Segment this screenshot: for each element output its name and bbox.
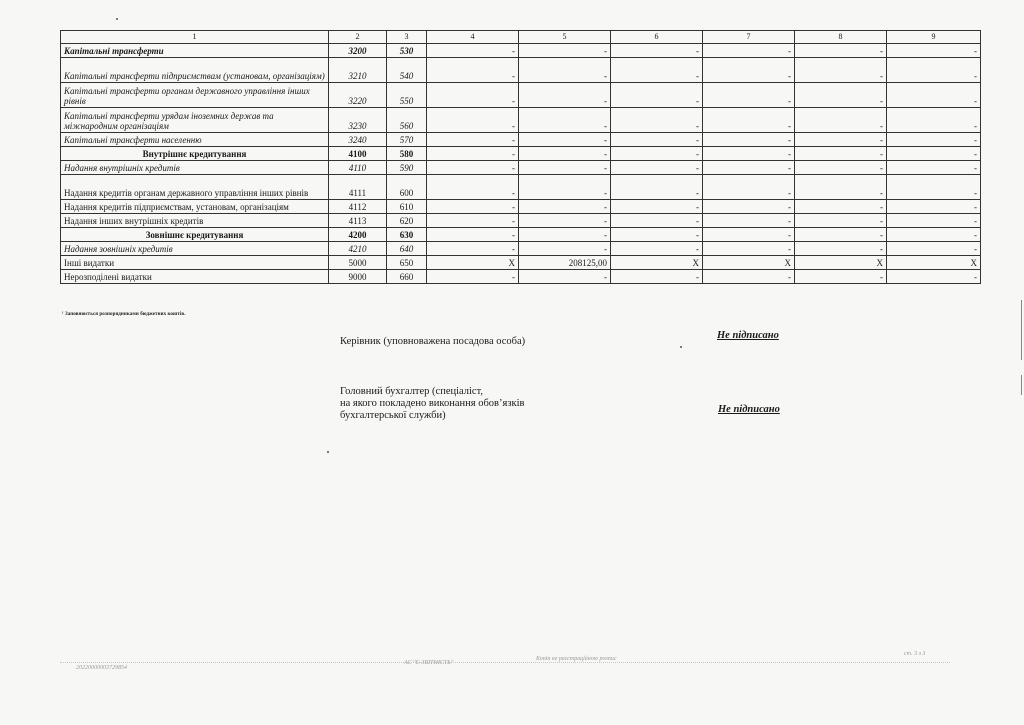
row-value: -	[887, 44, 981, 58]
table-row	[61, 108, 981, 133]
header-cell: 7	[703, 31, 795, 44]
row-code: 5000	[329, 256, 387, 270]
row-name: Інші видатки	[61, 256, 329, 270]
expenditure-table	[60, 30, 981, 284]
row-value: -	[427, 133, 519, 147]
row-line-code: 640	[387, 242, 427, 256]
row-line-code: 550	[387, 83, 427, 108]
table-row	[61, 228, 981, 242]
row-name: Надання зовнішніх кредитів	[61, 242, 329, 256]
row-value: -	[427, 214, 519, 228]
page-number: ст. 3 з 3	[904, 651, 926, 657]
row-line-code: 530	[387, 44, 427, 58]
row-value: -	[795, 83, 887, 108]
row-value: -	[795, 58, 887, 83]
row-line-code: 630	[387, 228, 427, 242]
row-value: -	[611, 242, 703, 256]
header-cell: 9	[887, 31, 981, 44]
row-name: Надання кредитів підприємствам, установам, організаціям	[61, 200, 329, 214]
row-value: -	[519, 44, 611, 58]
table-row	[61, 133, 981, 147]
row-value: -	[703, 44, 795, 58]
row-value: -	[519, 133, 611, 147]
row-value: -	[611, 83, 703, 108]
row-value: X	[703, 256, 795, 270]
row-line-code: 620	[387, 214, 427, 228]
row-value: -	[795, 108, 887, 133]
row-value: -	[427, 147, 519, 161]
row-value: -	[887, 108, 981, 133]
row-code: 3200	[329, 44, 387, 58]
scan-speck	[116, 18, 118, 20]
table-row	[61, 58, 981, 83]
accountant-signature-label-line3: бухгалтерської служби)	[340, 410, 446, 421]
row-name: Нерозподілені видатки	[61, 270, 329, 284]
row-value: -	[703, 133, 795, 147]
table-row	[61, 270, 981, 284]
row-name: Внутрішнє кредитування	[61, 147, 329, 161]
row-code: 3220	[329, 83, 387, 108]
row-value: -	[611, 133, 703, 147]
scan-edge-mark	[1021, 375, 1022, 395]
row-value: -	[887, 83, 981, 108]
table-row	[61, 44, 981, 58]
row-value: -	[887, 147, 981, 161]
header-cell: 2	[329, 31, 387, 44]
head-signature-label: Керівник (уповноважена посадова особа)	[340, 336, 526, 347]
scan-edge-mark	[1021, 300, 1022, 360]
row-code: 4113	[329, 214, 387, 228]
row-value: 208125,00	[519, 256, 611, 270]
row-value: X	[611, 256, 703, 270]
table-row	[61, 242, 981, 256]
row-value: -	[887, 228, 981, 242]
row-value: -	[519, 83, 611, 108]
row-value: -	[703, 228, 795, 242]
row-line-code: 660	[387, 270, 427, 284]
row-value: -	[427, 270, 519, 284]
row-code: 4110	[329, 161, 387, 175]
row-value: -	[519, 242, 611, 256]
row-value: -	[427, 175, 519, 200]
row-value: -	[703, 58, 795, 83]
footer-divider	[60, 662, 950, 663]
row-code: 3240	[329, 133, 387, 147]
table-footnote: ¹ Заповнюється розпорядниками бюджетних коштів.	[62, 312, 186, 317]
row-name: Зовнішнє кредитування	[61, 228, 329, 242]
row-line-code: 600	[387, 175, 427, 200]
row-value: -	[795, 161, 887, 175]
header-cell: 5	[519, 31, 611, 44]
row-value: -	[519, 214, 611, 228]
row-line-code: 540	[387, 58, 427, 83]
row-value: -	[795, 133, 887, 147]
row-value: -	[519, 58, 611, 83]
row-value: -	[703, 175, 795, 200]
row-name: Капітальні трансферти урядам іноземних держав та міжнародним організаціям	[61, 108, 329, 133]
row-line-code: 590	[387, 161, 427, 175]
row-line-code: 580	[387, 147, 427, 161]
row-value: -	[887, 200, 981, 214]
row-value: -	[795, 147, 887, 161]
table-row	[61, 161, 981, 175]
header-cell: 3	[387, 31, 427, 44]
row-value: -	[703, 161, 795, 175]
row-value: -	[611, 175, 703, 200]
row-code: 4111	[329, 175, 387, 200]
row-value: -	[519, 200, 611, 214]
row-name: Капітальні трансферти населенню	[61, 133, 329, 147]
row-value: -	[795, 175, 887, 200]
row-value: -	[703, 242, 795, 256]
row-value: -	[611, 161, 703, 175]
row-value: -	[427, 161, 519, 175]
row-line-code: 650	[387, 256, 427, 270]
row-code: 4200	[329, 228, 387, 242]
row-value: -	[427, 58, 519, 83]
row-value: -	[611, 147, 703, 161]
row-value: -	[611, 228, 703, 242]
row-value: -	[795, 44, 887, 58]
row-value: -	[519, 108, 611, 133]
row-code: 4112	[329, 200, 387, 214]
row-name: Надання інших внутрішніх кредитів	[61, 214, 329, 228]
table-row	[61, 256, 981, 270]
system-name: АС "Є-ЗВІТНІСТЬ"	[404, 660, 454, 666]
table-row	[61, 83, 981, 108]
row-value: X	[887, 256, 981, 270]
row-value: -	[611, 44, 703, 58]
scan-speck	[680, 346, 682, 348]
row-value: -	[611, 108, 703, 133]
row-value: -	[427, 44, 519, 58]
row-code: 3230	[329, 108, 387, 133]
row-value: -	[795, 200, 887, 214]
row-value: -	[887, 175, 981, 200]
row-line-code: 570	[387, 133, 427, 147]
header-cell: 8	[795, 31, 887, 44]
copy-note: Копія не реєстраційною розпис	[536, 656, 617, 662]
row-value: -	[887, 214, 981, 228]
row-value: -	[611, 214, 703, 228]
row-value: -	[887, 242, 981, 256]
header-cell: 1	[61, 31, 329, 44]
row-name: Капітальні трансферти підприємствам (установам, організаціям)	[61, 58, 329, 83]
header-cell: 4	[427, 31, 519, 44]
header-cell: 6	[611, 31, 703, 44]
row-value: -	[887, 161, 981, 175]
table-row	[61, 147, 981, 161]
row-line-code: 610	[387, 200, 427, 214]
table-row	[61, 175, 981, 200]
table-row	[61, 200, 981, 214]
row-value: -	[795, 228, 887, 242]
row-value: -	[795, 242, 887, 256]
row-value: -	[611, 58, 703, 83]
row-value: X	[795, 256, 887, 270]
row-value: -	[795, 270, 887, 284]
row-code: 3210	[329, 58, 387, 83]
head-signature-status: Не підписано	[717, 330, 779, 341]
row-code: 9000	[329, 270, 387, 284]
accountant-signature-status: Не підписано	[718, 404, 780, 415]
accountant-signature-label-line2: на якого покладено виконання обов’язків	[340, 398, 525, 409]
row-value: -	[611, 270, 703, 284]
row-name: Капітальні трансферти органам державного управління інших рівнів	[61, 83, 329, 108]
row-name: Надання внутрішніх кредитів	[61, 161, 329, 175]
row-code: 4210	[329, 242, 387, 256]
row-name: Капітальні трансферти	[61, 44, 329, 58]
row-value: -	[703, 270, 795, 284]
row-value: -	[887, 58, 981, 83]
row-code: 4100	[329, 147, 387, 161]
row-value: -	[887, 133, 981, 147]
document-id: 20220000003729854	[76, 665, 127, 671]
row-value: -	[427, 83, 519, 108]
row-value: -	[519, 175, 611, 200]
row-value: -	[703, 214, 795, 228]
row-value: -	[519, 228, 611, 242]
table-header-row	[61, 31, 981, 44]
row-value: -	[703, 108, 795, 133]
row-value: -	[795, 214, 887, 228]
row-value: -	[427, 108, 519, 133]
row-name: Надання кредитів органам державного управління інших рівнів	[61, 175, 329, 200]
row-value: -	[703, 147, 795, 161]
row-value: -	[427, 228, 519, 242]
scan-speck	[327, 451, 329, 453]
row-value: -	[887, 270, 981, 284]
row-value: -	[427, 242, 519, 256]
accountant-signature-label-line1: Головний бухгалтер (спеціаліст,	[340, 386, 484, 397]
row-value: -	[703, 200, 795, 214]
row-line-code: 560	[387, 108, 427, 133]
row-value: -	[519, 270, 611, 284]
row-value: -	[519, 161, 611, 175]
row-value: -	[611, 200, 703, 214]
row-value: X	[427, 256, 519, 270]
row-value: -	[427, 200, 519, 214]
row-value: -	[519, 147, 611, 161]
row-value: -	[703, 83, 795, 108]
table-row	[61, 214, 981, 228]
